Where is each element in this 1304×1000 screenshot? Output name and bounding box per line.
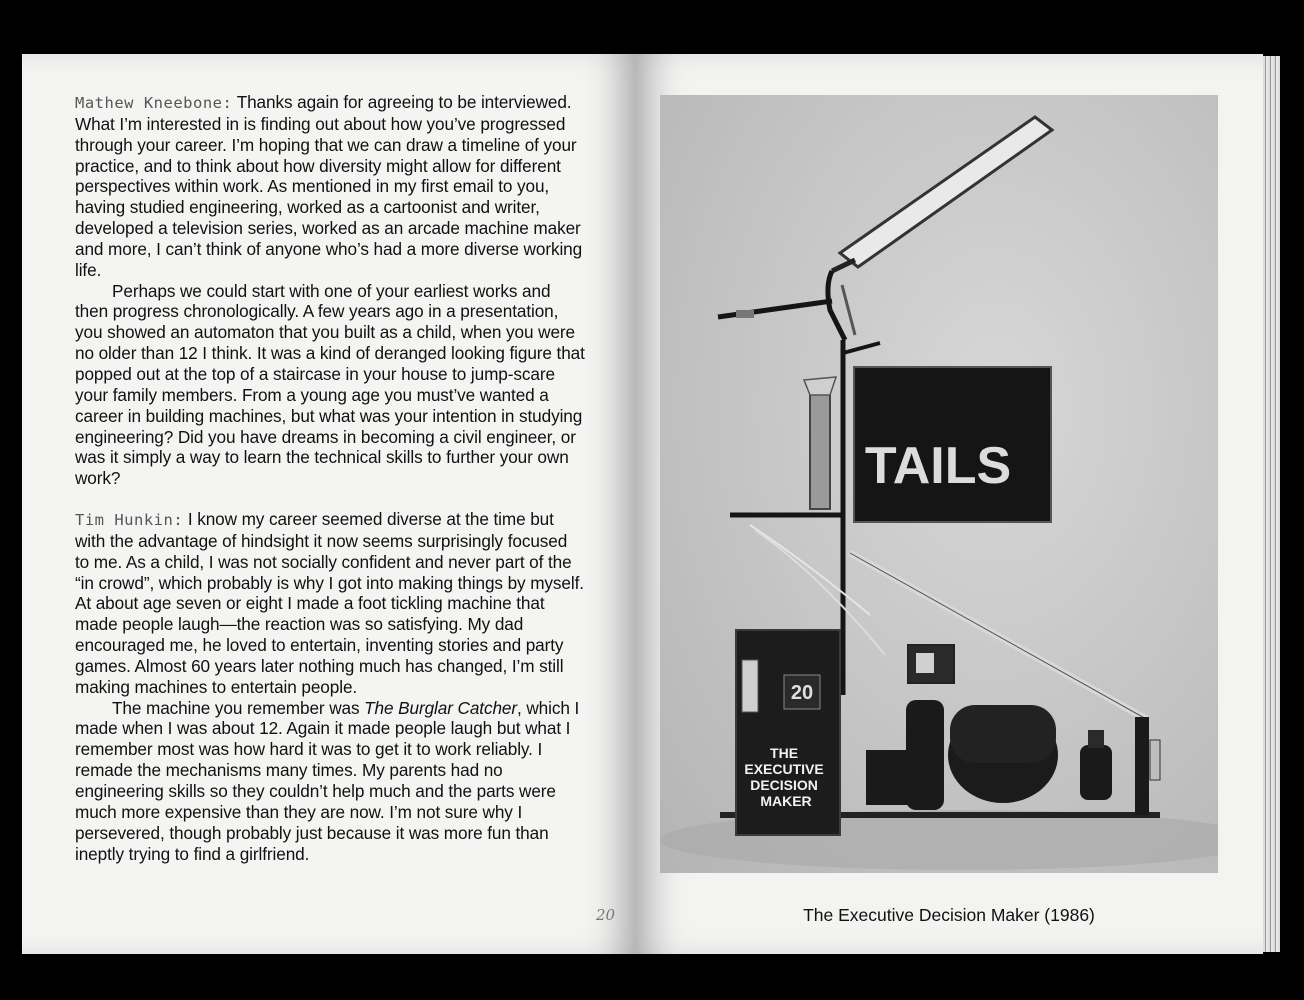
speaker-label-interviewer: Mathew Kneebone: <box>75 94 233 112</box>
answer-text-1: I know my career seemed diverse at the time but with the advantage of hindsight it now seems surprisingly focused to me. As a child, I was not socially confident and never part of the “in crowd”, which probably is why I got into making things by myself. At about age seven or eight I made a foot tickling machine that made people laugh—the reaction was so satisfying. My dad encouraged me, he loved to entertain, inventing stories and party games. Almost 60 years later nothing much has changed, I’m still making machines to entertain people. <box>75 509 584 697</box>
counter-display: 20 <box>790 682 814 704</box>
answer-paragraph-2: The machine you remember was The Burglar Catcher, which I made when I was about 12. Again it made people laugh but what I remember most was how hard it was to get it to work reliably. I remade the mechanisms many times. My parents had no engineering skills so they couldn’t help much and the parts were much more expensive than they are now. I’m not sure why I persevered, though probably just because it was more fun than ineptly trying to find a girlfriend. <box>75 697 580 864</box>
machine-photo <box>660 95 1218 873</box>
question-text-1: Thanks again for agreeing to be interviewed. What I’m interested in is finding out about how you’ve progressed through your career. I’m hoping that we can draw a timeline of your practice, and to think about how diversity might allow for different perspectives within work. As mentioned in my first email to you, having studied engineering, worked as a cartoonist and writer, developed a television series, worked as an arcade machine maker and more, I can’t think of anyone who’s had a more diverse working life. <box>75 92 583 280</box>
right-page <box>635 54 1263 954</box>
photo-caption: The Executive Decision Maker (1986) <box>803 905 1095 925</box>
machine-illustration <box>660 95 1218 873</box>
speaker-label-interviewee: Tim Hunkin: <box>75 511 184 530</box>
sign-text: TAILS <box>864 437 1012 495</box>
page-edges <box>1263 56 1280 952</box>
question-paragraph-2: Perhaps we could start with one of your earliest works and then progress chronologically. A few years ago in a presentation, you showed an automaton that you built as a child, when you were no older than 12 I think. It was a kind of deranged looking figure that popped out at the top of a staircase in your house to jump-scare your family members. From a young age you must’ve wanted a career in building machines, but what was your intention in studying engineering? Did you have dreams in becoming a civil engineer, or was it simply a way to learn the technical skills to further your own work? <box>75 280 585 489</box>
work-title: The Burglar Catcher <box>364 697 518 718</box>
page-number: 20 <box>596 906 616 924</box>
book-spread <box>22 54 1280 954</box>
left-page <box>22 54 635 954</box>
answer-paragraph-1 <box>75 509 585 698</box>
question-paragraph-1 <box>75 92 585 281</box>
box-label: THE EXECUTIVE DECISION MAKER <box>744 745 824 809</box>
interview-text <box>75 92 585 864</box>
